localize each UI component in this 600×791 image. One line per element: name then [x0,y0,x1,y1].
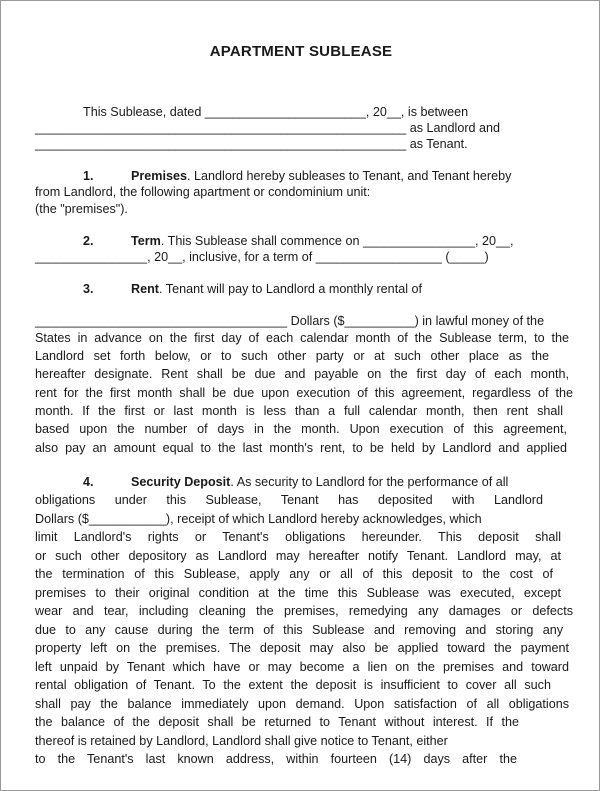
section-3-first-line [131,282,422,297]
section-3-line: States in advance on the first day of each calendar month of the Sublease term, to the [35,331,569,345]
section-2-first-text: . This Sublease shall commence on ________________, 20__, [160,234,514,248]
section-1-first-text: . Landlord hereby subleases to Tenant, and Tenant hereby [187,169,512,183]
section-4-first-line [131,475,508,490]
section-4-number: 4. [83,475,94,489]
section-4-line: rental obligation of Tenant. To the extent the deposit is insufficient to cover all such [35,678,551,692]
section-3-line: Landlord set forth below, or to such other party or at such other place as the [35,349,549,363]
section-3-heading: Rent [131,282,159,296]
section-1-line: (the "premises"). [35,202,128,216]
section-4-line: premises to their original condition at the time this Sublease was executed, except [35,586,561,600]
section-1-heading: Premises [131,169,188,183]
section-2-line: ________________, 20__, inclusive, for a term of __________________ (_____) [35,250,489,264]
section-4-line: or such other depository as Landlord may hereafter notify Tenant. Landlord may, at [35,549,561,563]
section-4-line: the termination of this Sublease, apply any or all of this deposit to the cost of [35,567,553,581]
intro-line-2: _____________________________________________________ as Landlord and [35,121,501,135]
section-4-line: due to any cause during the term of this Sublease and removing and storing any [35,623,563,637]
section-4-line: left unpaid by Tenant which have or may become a lien on the premises and toward [35,660,569,674]
intro-line-1: This Sublease, dated _______________________, 20__, is between [83,105,469,119]
section-3-line: based upon the number of days in the month. Upon execution of this agreement, [35,422,567,436]
section-3-first-text: . Tenant will pay to Landlord a monthly rental of [159,282,422,296]
section-4-line: Dollars ($___________), receipt of which Landlord hereby acknowledges, which [35,512,482,526]
section-4-line: thereof is retained by Landlord, Landlord shall give notice to Tenant, either [35,734,448,748]
section-3-line: month. If the first or last month is less than a full calendar month, then rent shall [35,404,563,418]
section-3-line: rent for the first month shall be due upon execution of this agreement, regardless of the [35,386,573,400]
section-3-number: 3. [83,282,94,296]
document-title: APARTMENT SUBLEASE [209,43,393,60]
section-4-line: obligations under this Sublease, Tenant has deposited with Landlord [35,493,543,507]
section-3-line: ____________________________________ Dollars ($__________) in lawful money of the [35,314,545,328]
section-4-heading: Security Deposit [131,475,231,489]
section-3-line: also pay an amount equal to the last month's rent, to be held by Landlord and applied [35,441,567,455]
section-4-line: property left on the premises. The deposit may also be applied toward the payment [35,641,569,655]
section-4-line: the balance of the deposit shall be returned to Tenant without interest. If the [35,715,519,729]
section-1-number: 1. [83,169,94,183]
section-2-heading: Term [131,234,161,248]
section-4-first-text: . As security to Landlord for the performance of all [230,475,509,489]
section-2-number: 2. [83,234,94,248]
section-4-line: wear and tear, including cleaning the premises, remedying any damages or defects [35,604,573,618]
intro-line-3: _____________________________________________________ as Tenant. [35,137,468,151]
section-4-line: limit Landlord's rights or Tenant's obligations hereunder. This deposit shall [35,530,561,544]
section-1-first-line [131,169,511,184]
section-2-first-line [131,234,514,249]
section-3-line: hereafter designate. Rent shall be due and payable on the first day of each month, [35,367,569,381]
section-1-line: from Landlord, the following apartment or condominium unit: [35,185,371,199]
section-4-line: to the Tenant's last known address, within fourteen (14) days after the [35,752,517,766]
section-4-line: shall pay the balance immediately upon demand. Upon satisfaction of all obligations [35,697,569,711]
